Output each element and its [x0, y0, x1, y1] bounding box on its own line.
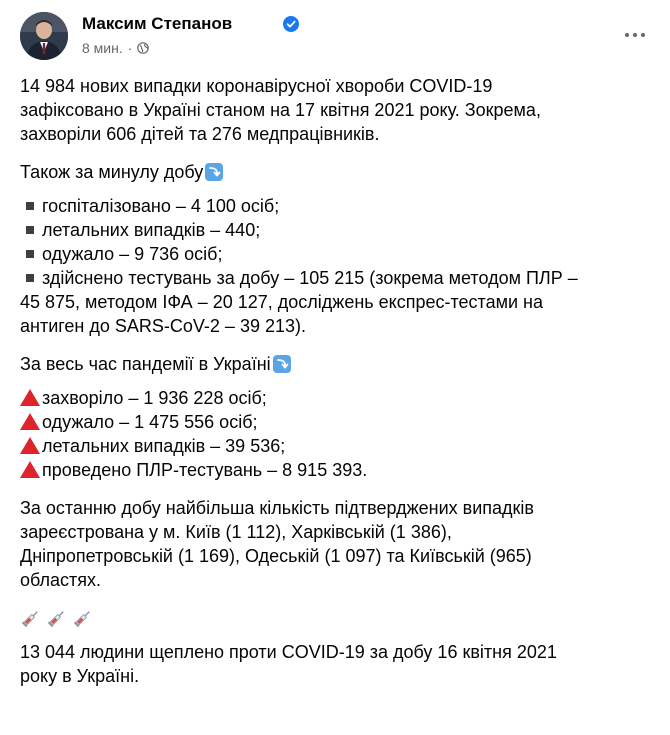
author-name[interactable]: Максим Степанов	[82, 14, 233, 33]
red-triangle-icon	[20, 389, 40, 406]
intro-line: 14 984 нових випадки коронавірусної хвороби COVID-19	[20, 76, 493, 96]
intro-line: зафіксовано в Україні станом на 17 квітня 2021 року. Зокрема,	[20, 100, 541, 120]
bullet-icon	[26, 250, 34, 258]
verified-badge-icon	[283, 16, 299, 32]
day-item-cont: 45 875, методом ІФА – 20 127, досліджень експрес-тестами на	[20, 292, 543, 312]
regions-line: областях.	[20, 570, 102, 590]
red-triangle-icon	[20, 437, 40, 454]
meta-separator: ·	[127, 40, 133, 56]
total-item: одужало – 1 475 556 осіб;	[20, 410, 648, 434]
day-item: здійснено тестувань за добу – 105 215 (зокрема методом ПЛР –	[20, 266, 648, 290]
intro-line: захворіли 606 дітей та 276 медпрацівників.	[20, 124, 380, 144]
post-meta	[82, 40, 149, 56]
day-heading	[20, 160, 648, 184]
post-body	[20, 74, 648, 688]
bullet-icon	[26, 226, 34, 234]
regions-line: Дніпропетровській (1 169), Одеській (1 097) та Київській (965)	[20, 546, 532, 566]
avatar[interactable]	[20, 12, 68, 60]
red-triangle-icon	[20, 461, 40, 478]
globe-icon[interactable]	[137, 42, 149, 54]
post-timestamp[interactable]: 8 мин.	[82, 40, 123, 56]
regions-line: зареєстрована у м. Київ (1 112), Харківській (1 386),	[20, 522, 452, 542]
total-heading	[20, 352, 648, 376]
down-arrow-emoji-icon	[205, 163, 223, 181]
total-item: проведено ПЛР-тестувань – 8 915 393.	[20, 458, 648, 482]
day-item: госпіталізовано – 4 100 осіб;	[20, 194, 648, 218]
down-arrow-emoji-icon	[273, 355, 291, 373]
more-options-icon[interactable]	[620, 20, 650, 50]
syringe-emoji-icon	[20, 607, 42, 629]
vaccine-line: 13 044 людини щеплено проти COVID-19 за добу 16 квітня 2021	[20, 642, 557, 662]
total-item: летальних випадків – 39 536;	[20, 434, 648, 458]
total-item: захворіло – 1 936 228 осіб;	[20, 386, 648, 410]
total-heading-text: За весь час пандемії в Україні	[20, 354, 271, 374]
bullet-icon	[26, 274, 34, 282]
bullet-icon	[26, 202, 34, 210]
day-item-cont: антиген до SARS-CoV-2 – 39 213).	[20, 316, 306, 336]
syringe-emoji-row	[20, 606, 648, 630]
syringe-emoji-icon	[46, 607, 68, 629]
vaccine-line: року в Україні.	[20, 666, 140, 686]
day-heading-text: Також за минулу добу	[20, 162, 204, 182]
red-triangle-icon	[20, 413, 40, 430]
day-item: летальних випадків – 440;	[20, 218, 648, 242]
syringe-emoji-icon	[72, 607, 94, 629]
regions-line: За останню добу найбільша кількість підтверджених випадків	[20, 498, 534, 518]
day-item: одужало – 9 736 осіб;	[20, 242, 648, 266]
post-header	[20, 12, 650, 60]
